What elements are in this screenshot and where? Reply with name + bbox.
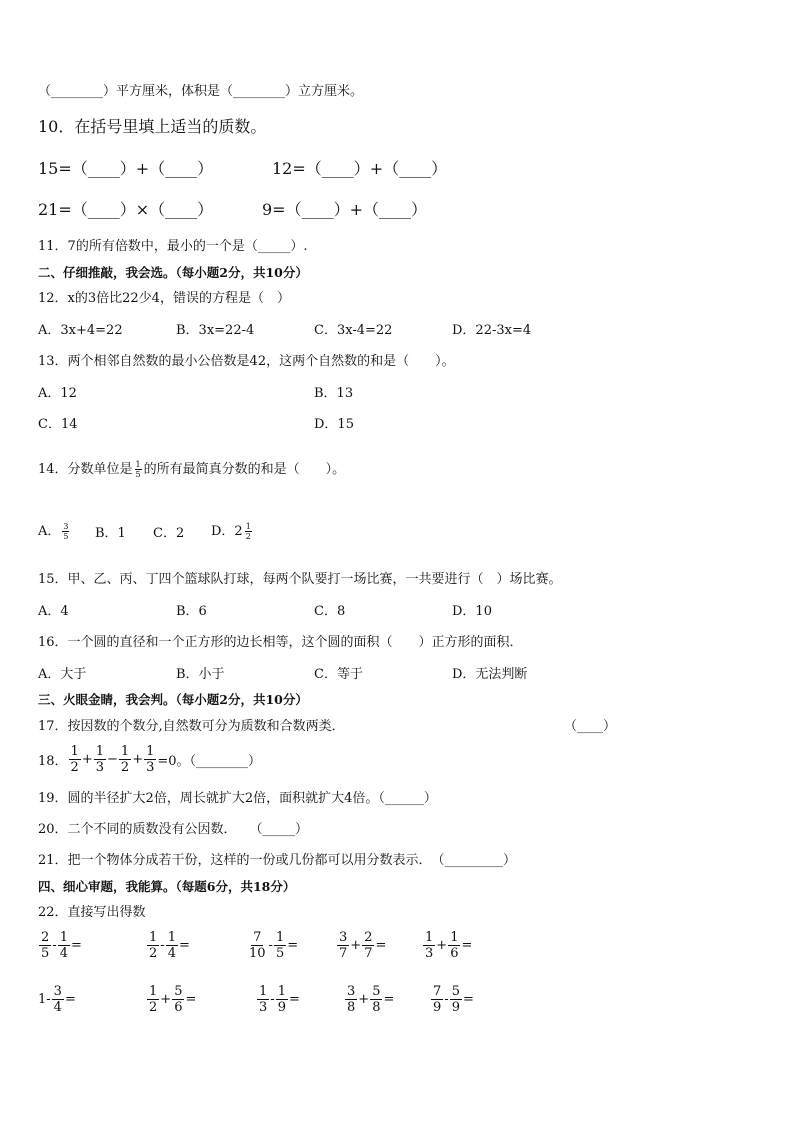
fraction-denominator: 9 (277, 1000, 286, 1015)
operator: - (268, 938, 273, 953)
q15-option-b: B．6 (176, 604, 207, 619)
operator: − (107, 752, 118, 767)
q14-option-b: B．1 (95, 526, 126, 541)
q16-option-c: C．等于 (314, 667, 363, 682)
fraction-numerator: 1 (167, 930, 176, 945)
fraction-numerator: 1 (425, 930, 434, 945)
q17-stem: 17．按因数的个数分,自然数可分为质数和合数两类． (38, 719, 345, 734)
fraction-denominator: 5 (275, 946, 285, 961)
option-label: D．2 (211, 523, 243, 539)
q22-calc-item (344, 984, 394, 1015)
fraction-denominator: 2 (149, 1000, 158, 1015)
fraction-numerator: 1 (450, 930, 459, 945)
q14-stem-before: 14．分数单位是 (38, 461, 133, 477)
q15-stem: 15．甲、乙、丙、丁四个篮球队打球，每两个队要打一场比赛，一共要进行（ ）场比赛。 (38, 572, 562, 587)
q14-option-c: C．2 (153, 526, 185, 541)
operator: - (160, 938, 165, 953)
fraction (147, 984, 159, 1015)
fraction-denominator: 6 (450, 946, 459, 961)
fraction-denominator: 3 (146, 760, 155, 775)
fraction-denominator: 5 (63, 532, 69, 541)
equals-sign: = (375, 938, 387, 953)
equals-sign: = (178, 938, 190, 953)
fraction-numerator: 1 (95, 744, 105, 759)
fraction-numerator: 1 (259, 984, 268, 999)
fraction (147, 930, 159, 961)
q15-option-a: A．4 (38, 604, 69, 619)
fraction-denominator: 2 (245, 532, 251, 541)
fraction-denominator: 3 (95, 760, 105, 775)
fraction (69, 744, 81, 775)
fraction-denominator: 5 (135, 470, 141, 479)
q11-stem: 11．7的所有倍数中，最小的一个是（_____）. (38, 239, 308, 254)
q14-option-a (38, 522, 71, 541)
equals-sign: = (383, 992, 395, 1007)
q22-calc-item (336, 930, 386, 961)
q18-label: 18． (38, 754, 68, 769)
q16-option-b: B．小于 (176, 667, 225, 682)
fraction-denominator: 9 (451, 1000, 460, 1015)
prefix: 1- (38, 992, 51, 1007)
q22-calc-item (422, 930, 472, 961)
option-label: A． (38, 523, 61, 539)
operator: - (52, 938, 57, 953)
operator: + (132, 752, 144, 767)
fraction-denominator: 5 (41, 946, 50, 961)
fraction (58, 930, 70, 961)
q22-calc-item (246, 930, 298, 961)
q14-stem-after: 的所有最简真分数的和是（ ）。 (143, 461, 346, 477)
q22-calc-item (146, 984, 196, 1015)
fraction-denominator: 4 (59, 946, 68, 961)
fraction (39, 930, 51, 961)
q14-unit-fraction (134, 460, 143, 479)
q12-option-b: B．3x=22-4 (176, 323, 255, 338)
q17-answer-blank: （____） (564, 719, 617, 734)
q18-expression (38, 744, 261, 775)
section-3-heading: 三、火眼金睛，我会判。（每小题2分，共10分） (38, 692, 308, 707)
q10-row2-left: 21=（____）×（____） (38, 200, 214, 219)
equals-sign: = (64, 992, 76, 1007)
q13-option-b: B．13 (314, 386, 354, 401)
operator: + (358, 992, 370, 1007)
q22-stem: 22．直接写出得数 (38, 905, 146, 920)
fraction-denominator: 6 (174, 1000, 183, 1015)
q21-stem: 21．把一个物体分成若干份，这样的一份或几份都可以用分数表示． （_________） (38, 853, 517, 868)
operator: - (270, 992, 275, 1007)
operator: + (350, 938, 362, 953)
equals-sign: = (461, 938, 473, 953)
q10-row1-right: 12=（____）+（____） (272, 159, 448, 178)
fraction-denominator: 7 (364, 946, 373, 961)
fraction-numerator: 1 (120, 744, 130, 759)
q18-tail: =0。（________） (157, 754, 262, 769)
fraction-denominator: 10 (249, 946, 266, 961)
fraction-numerator: 1 (59, 930, 68, 945)
q16-option-a: A．大于 (38, 667, 87, 682)
section-2-heading: 二、仔细推敲，我会选。（每小题2分，共10分） (38, 265, 308, 280)
fraction (362, 930, 374, 961)
fraction-numerator: 7 (253, 930, 262, 945)
q15-option-c: C．8 (314, 604, 346, 619)
fraction (144, 744, 156, 775)
q10-row1-left: 15=（____）+（____） (38, 159, 214, 178)
q22-calc-item (256, 984, 300, 1015)
q16-stem: 16．一个圆的直径和一个正方形的边长相等，这个圆的面积（ ）正方形的面积． (38, 635, 523, 650)
operator: + (436, 938, 448, 953)
q12-option-d: D．22-3x=4 (452, 323, 532, 338)
fraction (119, 744, 131, 775)
fraction-numerator: 1 (275, 930, 285, 945)
fraction-numerator: 5 (174, 984, 183, 999)
fraction-denominator: 2 (120, 760, 130, 775)
equals-sign: = (70, 938, 82, 953)
fraction (448, 930, 460, 961)
fraction-numerator: 3 (63, 522, 69, 531)
fraction (337, 930, 349, 961)
fraction (423, 930, 435, 961)
option-fraction (61, 522, 70, 541)
fraction-numerator: 1 (146, 744, 155, 759)
fraction-numerator: 1 (149, 930, 158, 945)
q13-option-a: A．12 (38, 386, 77, 401)
q22-calc-item (430, 984, 474, 1015)
fraction-numerator: 3 (339, 930, 348, 945)
fraction-denominator: 7 (339, 946, 348, 961)
q12-option-c: C．3x-4=22 (314, 323, 393, 338)
fraction (52, 984, 64, 1015)
fraction (166, 930, 178, 961)
fraction-denominator: 4 (167, 946, 176, 961)
fraction-numerator: 1 (277, 984, 286, 999)
fraction-denominator: 8 (347, 1000, 356, 1015)
fraction-numerator: 1 (245, 522, 251, 531)
q12-option-a: A．3x+4=22 (38, 323, 123, 338)
fraction-numerator: 1 (70, 744, 79, 759)
q22-calc-item (38, 984, 76, 1015)
fraction-denominator: 3 (259, 1000, 268, 1015)
fraction (247, 930, 268, 961)
fraction-numerator: 2 (41, 930, 50, 945)
fraction-numerator: 7 (433, 984, 442, 999)
q12-stem: 12．x的3倍比22少4，错误的方程是（ ） (38, 291, 290, 306)
q15-option-d: D．10 (452, 604, 492, 619)
fraction-denominator: 3 (425, 946, 434, 961)
q13-stem: 13．两个相邻自然数的最小公倍数是42，这两个自然数的和是（ ）。 (38, 354, 455, 369)
q22-calc-item (38, 930, 82, 961)
fraction-denominator: 2 (149, 946, 158, 961)
equals-sign: = (287, 938, 299, 953)
fraction-denominator: 4 (53, 1000, 62, 1015)
fraction-denominator: 8 (372, 1000, 381, 1015)
operator: + (81, 752, 93, 767)
fraction-numerator: 1 (149, 984, 158, 999)
q14-stem (38, 460, 345, 479)
operator: + (160, 992, 172, 1007)
fraction-numerator: 5 (451, 984, 460, 999)
fraction (94, 744, 106, 775)
fraction-numerator: 3 (53, 984, 62, 999)
q14-option-d (211, 522, 254, 541)
option-fraction (244, 522, 253, 541)
fraction (274, 930, 286, 961)
fraction-numerator: 3 (347, 984, 356, 999)
operator: - (444, 992, 449, 1007)
q16-option-d: D．无法判断 (452, 667, 528, 682)
q10-row2-right: 9=（____）+（____） (262, 200, 427, 219)
equals-sign: = (288, 992, 300, 1007)
equals-sign: = (185, 992, 197, 1007)
q13-option-d: D．15 (314, 417, 354, 432)
q22-calc-item (146, 930, 190, 961)
equals-sign: = (462, 992, 474, 1007)
fraction (450, 984, 462, 1015)
q20-stem: 20．二个不同的质数没有公因数． （_____） (38, 822, 309, 837)
q10-stem: 10．在括号里填上适当的质数。 (38, 117, 267, 136)
fraction-numerator: 1 (135, 460, 141, 469)
fraction-denominator: 2 (70, 760, 79, 775)
line-continuation: （________）平方厘米，体积是（________）立方厘米。 (38, 84, 364, 99)
fraction-numerator: 2 (364, 930, 373, 945)
fraction-numerator: 5 (372, 984, 381, 999)
q19-stem: 19．圆的半径扩大2倍，周长就扩大2倍，面积就扩大4倍。（______） (38, 791, 437, 806)
fraction (172, 984, 184, 1015)
fraction (345, 984, 357, 1015)
section-4-heading: 四、细心审题，我能算。（每题6分，共18分） (38, 879, 296, 894)
fraction (431, 984, 443, 1015)
fraction-denominator: 9 (433, 1000, 442, 1015)
q13-option-c: C．14 (38, 417, 78, 432)
fraction (276, 984, 288, 1015)
fraction (370, 984, 382, 1015)
fraction (257, 984, 269, 1015)
